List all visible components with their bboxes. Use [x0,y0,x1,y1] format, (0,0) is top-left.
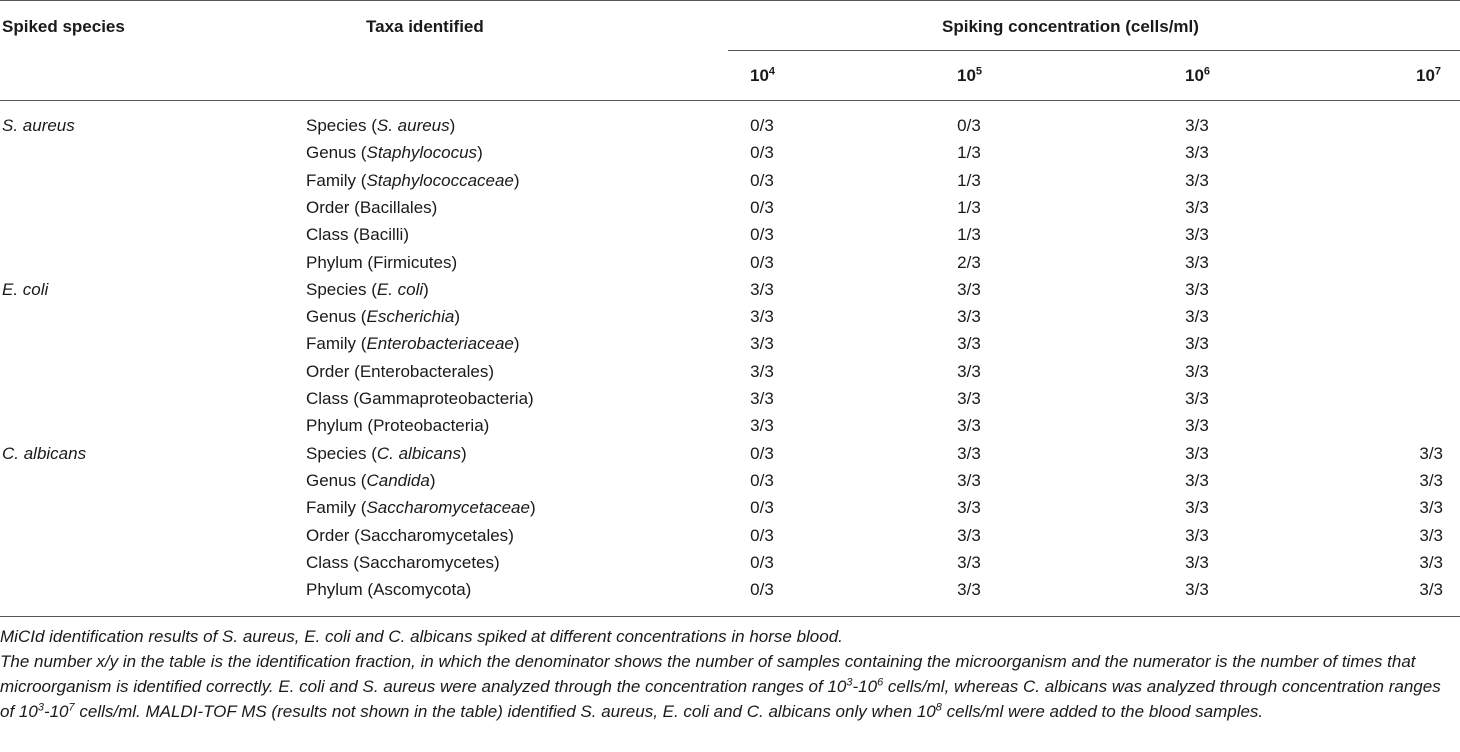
fraction-cell: 3/3 [1419,470,1443,490]
fraction-cell: 3/3 [750,334,774,354]
fraction-cell: 3/3 [957,580,981,600]
fraction-cell: 0/3 [750,197,774,217]
concentration-base: 10 [1185,66,1204,85]
taxon-name: C. albicans [376,443,461,463]
note-superscript: 3 [846,676,853,689]
taxon-close: ) [494,552,500,572]
taxa-identified-cell [306,470,435,492]
taxon-name: Firmicutes [373,252,452,272]
taxa-identified-cell [306,197,437,219]
taxon-rank: Species ( [306,443,377,463]
taxon-name: Proteobacteria [373,416,484,436]
fraction-cell: 3/3 [1185,552,1209,572]
note-superscript: 6 [877,676,884,689]
taxon-name: Enterobacteriaceae [366,334,514,354]
note-superscript: 8 [935,701,942,714]
taxon-close: ) [431,197,438,217]
fraction-cell: 3/3 [1185,143,1209,163]
taxon-rank: Species ( [306,279,377,299]
taxon-rank: Family ( [306,334,367,354]
fraction-cell: 3/3 [1185,197,1209,217]
taxon-name: Enterobacterales [359,361,489,381]
concentration-exponent: 4 [768,65,776,78]
fraction-cell: 3/3 [1419,443,1443,463]
fraction-cell: 3/3 [750,416,774,436]
taxon-close: ) [528,389,534,408]
fraction-cell: 3/3 [1419,525,1443,545]
fraction-cell: 0/3 [750,170,774,190]
fraction-cell: 0/3 [750,552,774,572]
taxon-close: ) [488,361,495,381]
taxa-identified-cell [306,170,520,192]
taxon-rank: Species ( [306,116,377,135]
fraction-cell: 3/3 [750,279,774,299]
taxon-name: Saccharomycetes [358,552,495,572]
taxon-rank: Family ( [306,170,367,190]
taxon-name: E. coli [376,279,424,299]
taxon-rank: Phylum ( [306,252,374,272]
taxon-close: ) [513,170,520,190]
taxon-rank: Class ( [306,552,359,572]
taxon-close: ) [508,525,514,545]
note-text: -10 [852,677,878,696]
taxon-name: Ascomycota [373,580,466,600]
fraction-cell: 3/3 [1185,170,1209,190]
taxon-close: ) [451,252,458,272]
taxa-identified-cell [306,224,409,246]
note-text: The number x/y in the table is the identification fraction, in which the denominator shows the number of samples containing the microorganism and the numerator is the number of times that microorganism is identified correctly. E. coli and S. aureus were analyzed through the concentration ranges of 10 [0,652,1416,696]
taxa-identified-cell [306,443,467,465]
fraction-cell: 3/3 [750,389,774,408]
fraction-cell: 3/3 [957,443,981,463]
taxon-rank: Order ( [306,525,360,545]
fraction-cell: 3/3 [957,334,981,354]
fraction-cell: 1/3 [957,143,981,163]
fraction-cell: 0/3 [750,525,774,545]
taxon-close: ) [460,443,467,463]
fraction-cell: 3/3 [1185,525,1209,545]
taxon-rank: Genus ( [306,143,367,163]
fraction-cell: 0/3 [750,498,774,518]
fraction-cell: 0/3 [750,143,774,163]
fraction-cell: 1/3 [957,225,981,245]
fraction-cell: 3/3 [1185,334,1209,354]
taxon-close: ) [403,225,409,245]
concentration-exponent: 5 [975,65,983,78]
fraction-cell: 1/3 [957,170,981,190]
fraction-cell: 3/3 [957,525,981,545]
table-footnotes [0,624,1458,724]
taxon-name: Saccharomycetales [359,525,509,545]
taxon-name: Staphylococus [366,143,478,163]
header-bottom-rule [0,100,1460,101]
fraction-cell: 3/3 [1185,416,1209,436]
taxon-close: ) [423,279,429,299]
table-caption: MiCId identification results of S. aureus, E. coli and C. albicans spiked at different concentrations in horse blood. [0,627,843,646]
taxon-name: Gammaproteobacteria [358,389,529,408]
fraction-cell: 3/3 [957,552,981,572]
taxa-identified-cell [306,252,457,274]
taxon-rank: Order ( [306,361,360,381]
taxa-identified-cell [306,415,489,437]
taxon-name: Escherichia [366,307,455,327]
fraction-cell: 3/3 [1419,552,1443,572]
table-top-rule [0,0,1460,1]
taxa-identified-cell [306,279,429,301]
taxon-rank: Class ( [306,389,359,408]
fraction-cell: 3/3 [1185,307,1209,327]
fraction-cell: 3/3 [1185,389,1209,408]
fraction-cell: 3/3 [1185,279,1209,299]
table-note [0,649,1458,724]
fraction-cell: 3/3 [957,307,981,327]
spiked-species-label: C. albicans [2,443,87,463]
taxa-identified-cell [306,388,534,410]
note-superscript: 3 [37,701,44,714]
taxon-close: ) [429,470,436,490]
fraction-cell: 3/3 [957,498,981,518]
spiked-species-label: E. coli [2,279,49,299]
fraction-cell: 3/3 [750,361,774,381]
taxon-close: ) [449,116,456,135]
fraction-cell: 0/3 [750,116,774,135]
fraction-cell: 1/3 [957,197,981,217]
taxa-identified-cell [306,497,536,519]
taxon-close: ) [477,143,483,163]
taxon-rank: Family ( [306,498,367,518]
header-concentration-3 [1185,66,1210,86]
spiked-species-label: S. aureus [2,116,75,135]
taxon-close: ) [465,580,472,600]
taxon-close: ) [483,416,490,436]
fraction-cell: 0/3 [957,116,981,135]
taxon-close: ) [513,334,520,354]
fraction-cell: 0/3 [750,225,774,245]
taxon-name: S. aureus [376,116,450,135]
taxon-name: Saccharomycetaceae [366,498,530,518]
concentration-exponent: 7 [1434,65,1442,78]
note-text: cells/ml. MALDI-TOF MS (results not shown in the table) identified S. aureus, E. coli and C. albicans only when 10 [74,702,936,721]
fraction-cell: 3/3 [1185,361,1209,381]
taxon-name: Candida [366,470,430,490]
fraction-cell: 3/3 [1185,580,1209,600]
taxa-identified-cell [306,579,471,601]
taxon-name: Bacillales [359,197,432,217]
taxa-identified-cell [306,306,460,328]
fraction-cell: 3/3 [957,279,981,299]
concentration-base: 10 [1416,66,1435,85]
taxon-close: ) [529,498,536,518]
fraction-cell: 3/3 [1185,225,1209,245]
fraction-cell: 3/3 [957,416,981,436]
fraction-cell: 3/3 [1419,580,1443,600]
header-taxa-identified: Taxa identified [366,17,484,36]
fraction-cell: 3/3 [1185,498,1209,518]
fraction-cell: 3/3 [1185,470,1209,490]
note-text: cells/ml were added to the blood samples. [941,702,1264,721]
table-bottom-rule [0,616,1460,617]
fraction-cell: 3/3 [750,307,774,327]
note-text: -10 [43,702,69,721]
taxa-identified-cell [306,525,514,547]
header-concentration-1 [750,66,775,86]
taxa-identified-cell [306,142,483,164]
concentration-exponent: 6 [1203,65,1211,78]
header-spiked-species: Spiked species [2,17,125,36]
fraction-cell: 0/3 [750,580,774,600]
header-concentration-2 [957,66,982,86]
taxon-rank: Phylum ( [306,580,374,600]
taxa-identified-cell [306,361,494,383]
taxon-rank: Genus ( [306,307,367,327]
fraction-cell: 0/3 [750,470,774,490]
concentration-base: 10 [750,66,769,85]
taxa-identified-cell [306,115,455,137]
taxon-rank: Phylum ( [306,416,374,436]
note-text: cells/ml, whereas C. albicans was analyzed through concentration ranges of 10 [0,677,1441,721]
header-spiking-concentration: Spiking concentration (cells/ml) [942,17,1199,36]
taxa-identified-cell [306,552,500,574]
taxon-name: Bacilli [358,225,404,245]
fraction-cell: 3/3 [957,470,981,490]
fraction-cell: 3/3 [1419,498,1443,518]
note-superscript: 7 [68,701,75,714]
taxon-rank: Order ( [306,197,360,217]
fraction-cell: 2/3 [957,252,981,272]
concentration-base: 10 [957,66,976,85]
fraction-cell: 0/3 [750,252,774,272]
fraction-cell: 3/3 [1185,443,1209,463]
fraction-cell: 3/3 [957,361,981,381]
fraction-cell: 0/3 [750,443,774,463]
header-spiking-rule [728,50,1460,51]
fraction-cell: 3/3 [957,389,981,408]
header-concentration-4 [1416,66,1441,86]
taxon-close: ) [454,307,461,327]
taxa-identified-cell [306,333,520,355]
taxon-rank: Class ( [306,225,359,245]
taxon-name: Staphylococcaceae [366,170,514,190]
fraction-cell: 3/3 [1185,252,1209,272]
taxon-rank: Genus ( [306,470,367,490]
fraction-cell: 3/3 [1185,116,1209,135]
